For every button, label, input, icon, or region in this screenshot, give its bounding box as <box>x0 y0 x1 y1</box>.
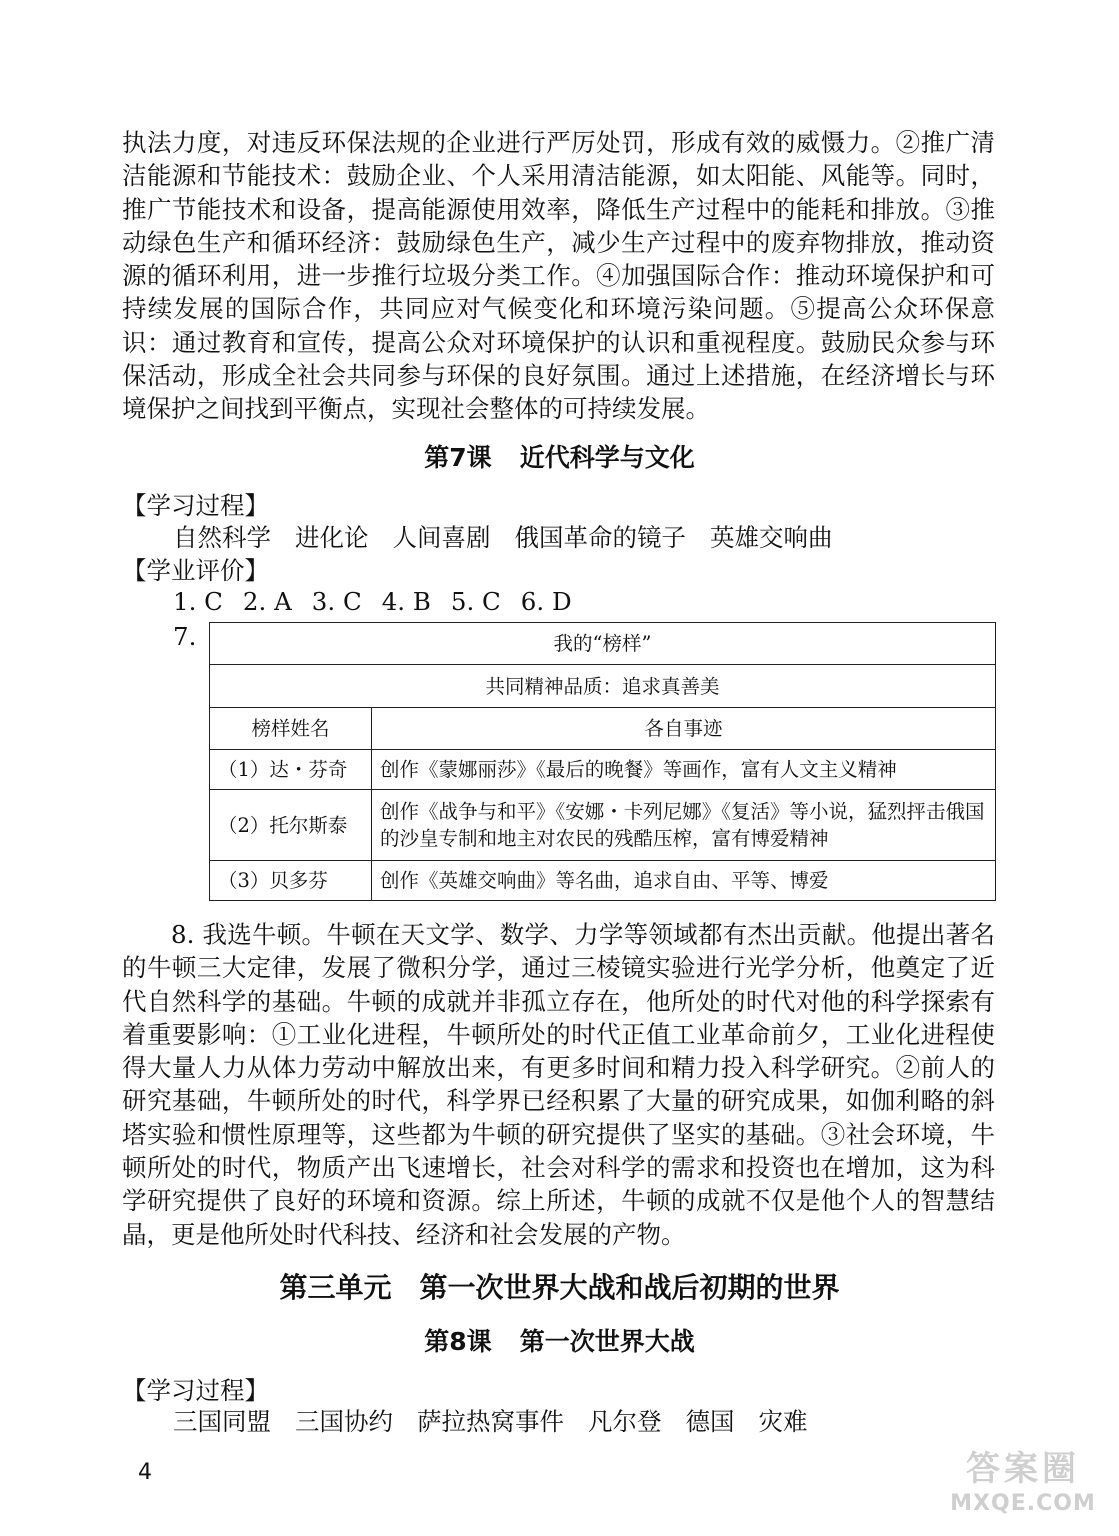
answer-item: 凡尔登 <box>588 1407 662 1436</box>
answer-item: 俄国革命的镜子 <box>514 523 686 552</box>
row-name: （2）托尔斯泰 <box>210 790 372 861</box>
watermark-logo: 答案圈 <box>966 1449 1080 1489</box>
answer-item: 德国 <box>685 1407 735 1436</box>
lesson8-title: 第一次世界大战 <box>519 1327 695 1356</box>
answer-item: 人间喜剧 <box>392 523 491 552</box>
table-row <box>210 790 996 861</box>
table-shared-quality: 共同精神品质：追求真善美 <box>210 665 996 708</box>
table-title: 我的“榜样” <box>210 623 996 665</box>
answer-item: 三国同盟 <box>173 1407 271 1436</box>
mc-answers <box>173 587 592 617</box>
lesson8-process-label: 【学习过程】 <box>122 1376 269 1405</box>
row-name: （1）达・芬奇 <box>210 750 372 790</box>
lesson8-number: 第8课 <box>424 1327 492 1356</box>
watermark-url: MXQE.COM <box>950 1491 1096 1516</box>
mc-answer: 1. C <box>173 587 223 616</box>
lesson8-heading <box>0 1322 1119 1358</box>
lesson7-process-answers <box>173 523 857 553</box>
lesson7-heading <box>0 438 1119 474</box>
answer-item: 自然科学 <box>173 523 271 552</box>
unit3-title: 第一次世界大战和战后初期的世界 <box>419 1271 840 1304</box>
mc-answer: 3. C <box>311 587 362 616</box>
row-name: （3）贝多芬 <box>210 861 372 901</box>
mc-answer: 5. C <box>450 587 501 616</box>
answer-item: 三国协约 <box>295 1407 393 1436</box>
table-header-row <box>210 708 996 750</box>
lesson7-evaluation-label: 【学业评价】 <box>122 556 269 585</box>
answer-item: 萨拉热窝事件 <box>417 1407 564 1436</box>
table-quality-row <box>210 665 996 708</box>
header-deeds: 各自事迹 <box>372 708 996 750</box>
watermark <box>938 1448 1108 1530</box>
answer-item: 英雄交响曲 <box>710 523 833 552</box>
answer-item: 进化论 <box>295 523 369 552</box>
table-title-row <box>210 623 996 665</box>
mc-answer: 6. D <box>520 587 572 616</box>
unit3-number: 第三单元 <box>279 1271 392 1304</box>
lesson7-number: 第7课 <box>424 443 492 472</box>
page-number: 4 <box>138 1460 152 1485</box>
header-name: 榜样姓名 <box>210 708 372 750</box>
row-deeds: 创作《英雄交响曲》等名曲，追求自由、平等、博爱 <box>372 861 996 901</box>
answer-item: 灾难 <box>758 1407 808 1436</box>
row-deeds: 创作《蒙娜丽莎》《最后的晚餐》等画作，富有人文主义精神 <box>372 750 996 790</box>
unit3-heading <box>0 1266 1119 1306</box>
table-row <box>210 750 996 790</box>
lesson8-process-answers <box>173 1407 832 1437</box>
mc-answer: 4. B <box>381 587 431 616</box>
lesson7-title: 近代科学与文化 <box>519 443 695 472</box>
question-7-number: 7. <box>173 622 197 651</box>
question-8-answer: 8. 我选牛顿。牛顿在天文学、数学、力学等领域都有杰出贡献。他提出著名的牛顿三大定律，发展了微积分学，通过三棱镜实验进行光学分析，他奠定了近代自然科学的基础。牛顿的成就并非孤立存在，他所处的时代对他的科学探索有着重要影响：①工业化进程，牛顿所处的时代正值工业革命前夕，工业化进程使得大量人力从体力劳动中解放出来，有更多时间和精力投入科学研究。②前人的研究基础，牛顿所处的时代，科学界已经积累了大量的研究成果，如伽利略的斜塔实验和惯性原理等，这些都为牛顿的研究提供了坚实的基础。③社会环境，牛顿所处的时代，物质产出飞速增长，社会对科学的需求和投资也在增加，这为科学研究提供了良好的环境和资源。综上所述，牛顿的成就不仅是他个人的智慧结晶，更是他所处时代科技、经济和社会发展的产物。 <box>122 920 995 1249</box>
lesson7-process-label: 【学习过程】 <box>122 491 269 520</box>
intro-paragraph: 执法力度，对违反环保法规的企业进行严厉处罚，形成有效的威慑力。②推广清洁能源和节能技术：鼓励企业、个人采用清洁能源，如太阳能、风能等。同时，推广节能技术和设备，提高能源使用效率，降低生产过程中的能耗和排放。③推动绿色生产和循环经济：鼓励绿色生产，减少生产过程中的废弃物排放，推动资源的循环利用，进一步推行垃圾分类工作。④加强国际合作：推动环境保护和可持续发展的国际合作，共同应对气候变化和环境污染问题。⑤提高公众环保意识：通过教育和宣传，提高公众对环境保护的认识和重视程度。鼓励民众参与环保活动，形成全社会共同参与环保的良好氛围。通过上述措施，在经济增长与环境保护之间找到平衡点，实现社会整体的可持续发展。 <box>122 128 995 424</box>
role-model-table <box>209 622 996 901</box>
mc-answer: 2. A <box>242 587 292 616</box>
table-row <box>210 861 996 901</box>
row-deeds: 创作《战争与和平》《安娜・卡列尼娜》《复活》等小说，猛烈抨击俄国的沙皇专制和地主对农民的残酷压榨，富有博爱精神 <box>372 790 996 861</box>
